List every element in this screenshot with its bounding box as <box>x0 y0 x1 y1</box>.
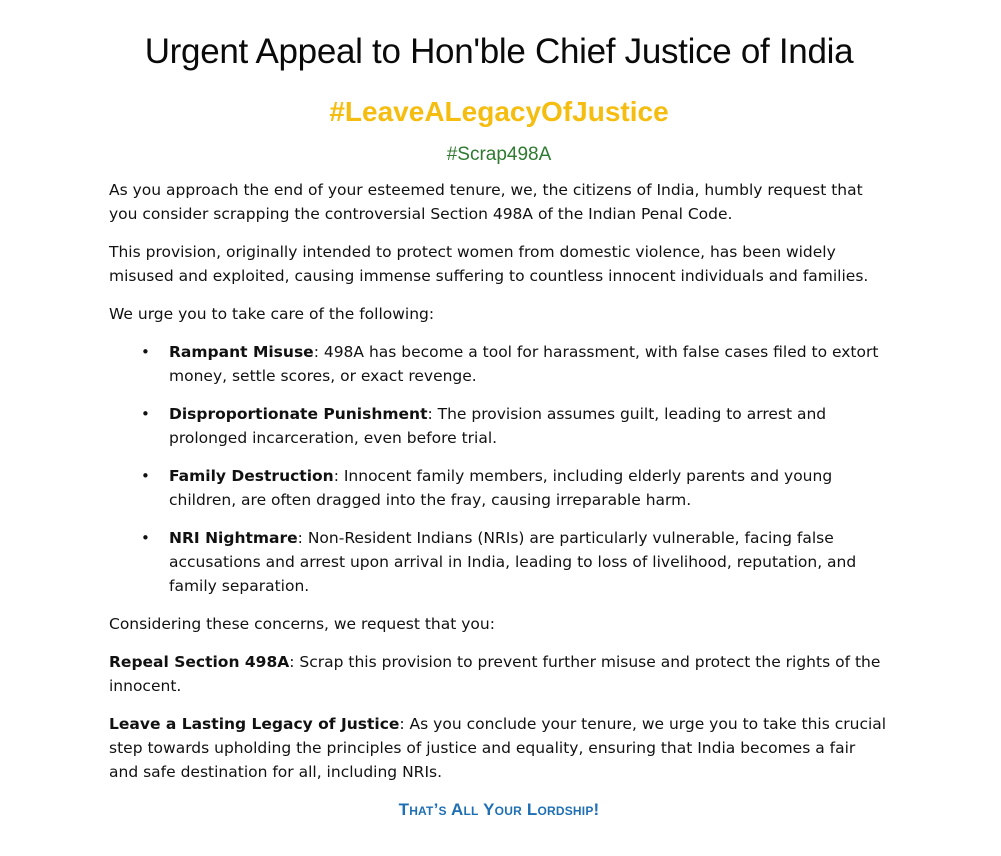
point-text: : Innocent family members, including elderly parents and young children, are often dragged into the fray, causing irreparable harm. <box>169 467 833 509</box>
repeal-text: : Scrap this provision to prevent further misuse and protect the rights of the innocent. <box>109 653 881 695</box>
document-body <box>109 28 889 822</box>
point-text: : Non-Resident Indians (NRIs) are particularly vulnerable, facing false accusations and arrest upon arrival in India, leading to loss of livelihood, reputation, and family separation. <box>169 529 857 595</box>
provision-paragraph: This provision, originally intended to protect women from domestic violence, has been widely misused and exploited, causing immense suffering to countless innocent individuals and families. <box>109 243 869 285</box>
page-title: Urgent Appeal to Hon'ble Chief Justice of India <box>144 32 854 71</box>
list-item <box>109 402 889 450</box>
legacy-heading: Leave a Lasting Legacy of Justice <box>109 715 400 733</box>
point-heading: NRI Nightmare <box>169 529 298 547</box>
considering-paragraph: Considering these concerns, we request that you: <box>109 615 495 633</box>
hashtag-leave-a-legacy: #LeaveALegacyOfJustice <box>329 96 669 127</box>
closing-line: That’s All Your Lordship! <box>398 800 600 819</box>
urge-paragraph: We urge you to take care of the following: <box>109 305 435 323</box>
point-heading: Rampant Misuse <box>169 343 314 361</box>
list-item <box>109 464 889 512</box>
repeal-paragraph <box>109 650 889 698</box>
point-text: : 498A has become a tool for harassment, with false cases filed to extort money, settle scores, or exact revenge. <box>169 343 879 385</box>
concerns-list <box>109 340 889 598</box>
legacy-paragraph <box>109 712 889 784</box>
hashtag-scrap-498a: #Scrap498A <box>446 144 552 165</box>
bullet-icon: • <box>141 467 150 485</box>
repeal-heading: Repeal Section 498A <box>109 653 290 671</box>
list-item <box>109 526 889 598</box>
legacy-text: : As you conclude your tenure, we urge you to take this crucial step towards upholding the principles of justice and equality, ensuring that India becomes a fair and safe destination for all, including NRIs. <box>109 715 887 781</box>
point-heading: Disproportionate Punishment <box>169 405 428 423</box>
bullet-icon: • <box>141 529 150 547</box>
bullet-icon: • <box>141 405 150 423</box>
bullet-icon: • <box>141 343 150 361</box>
point-heading: Family Destruction <box>169 467 334 485</box>
intro-paragraph: As you approach the end of your esteemed tenure, we, the citizens of India, humbly request that you consider scrapping the controversial Section 498A of the Indian Penal Code. <box>109 181 863 223</box>
list-item <box>109 340 889 388</box>
point-text: : The provision assumes guilt, leading to arrest and prolonged incarceration, even before trial. <box>169 405 827 447</box>
